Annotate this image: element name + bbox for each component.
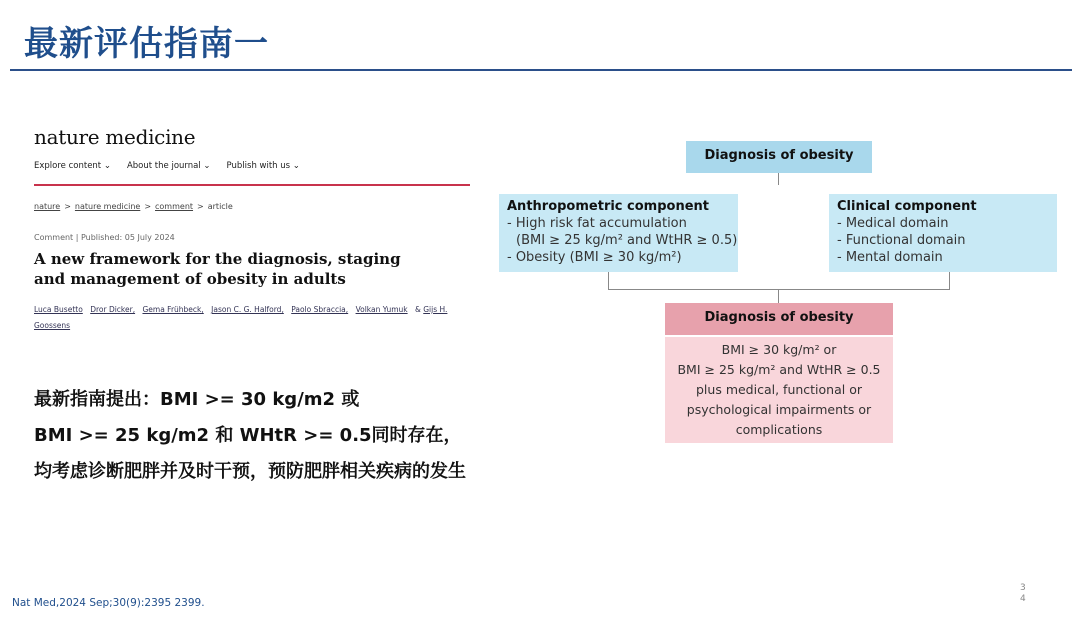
clinical-heading: Clinical component [837,199,977,214]
author-link[interactable]: Jason C. G. Halford, [211,305,284,314]
anthropometric-box [499,194,738,272]
journal-nav [34,161,474,171]
result-line: complications [735,422,823,437]
breadcrumb-article: article [207,202,233,211]
diagnosis-header-box: Diagnosis of obesity [686,141,872,173]
anthropometric-heading: Anthropometric component [507,199,710,214]
author-link[interactable]: Volkan Yumuk [355,305,408,314]
connector-to-result [778,289,779,303]
clinical-item: - Mental domain [837,250,943,265]
connector-top-to-row [778,173,779,185]
title-divider [10,69,1072,71]
author-link[interactable]: Paolo Sbraccia, [291,305,349,314]
clinical-item: - Medical domain [837,216,949,231]
author-link[interactable]: Dror Dicker, [90,305,136,314]
citation: Nat Med,2024 Sep;30(9):2395 2399. [12,597,205,609]
article-meta: Comment | Published: 05 July 2024 [34,233,175,242]
breadcrumb [34,202,233,211]
page-number: 3 4 [1020,583,1026,604]
connector-right-down [949,272,950,289]
journal-screenshot [34,125,474,345]
connector-bottom-horizontal [608,289,950,290]
result-criteria-box [665,337,893,443]
nav-about-journal[interactable]: About the journal ⌄ [126,161,211,171]
breadcrumb-separator: > [64,202,71,211]
journal-brand: nature medicine [34,125,196,149]
article-headline: A new framework for the diagnosis, staging and management of obesity in adults [34,250,401,288]
result-line: BMI ≥ 30 kg/m² or [721,342,837,357]
summary-text [34,382,594,490]
author-list [34,302,469,334]
author-link[interactable]: Gema Frühbeck, [142,305,204,314]
summary-line: BMI >= 25 kg/m2 和 WHtR >= 0.5同时存在， [34,425,462,446]
result-header-box: Diagnosis of obesity [665,303,893,335]
breadcrumb-separator: > [197,202,204,211]
author-ampersand: & [415,305,421,314]
breadcrumb-nature[interactable]: nature [34,202,61,211]
breadcrumb-separator: > [144,202,152,211]
author-link[interactable]: Luca Busetto [34,305,83,314]
breadcrumb-nature-medicine[interactable]: nature medicine [74,202,141,211]
connector-left-down [608,272,609,289]
slide-title: 最新评估指南一 [24,24,269,64]
anthropometric-item: (BMI ≥ 25 kg/m² and WtHR ≥ 0.5) [516,233,738,248]
breadcrumb-comment[interactable]: comment [155,202,194,211]
author-link[interactable]: Gijs H. Goossens [34,305,448,330]
journal-nav-divider [34,184,470,186]
clinical-item: - Functional domain [837,233,966,248]
summary-line: 最新指南提出：BMI >= 30 kg/m2 或 [34,389,360,410]
summary-line: 均考虑诊断肥胖并及时干预，预防肥胖相关疾病的发生 [34,461,466,482]
anthropometric-item: - High risk fat accumulation [507,216,687,231]
nav-publish-with-us[interactable]: Publish with us ⌄ [226,161,300,171]
nav-explore-content[interactable]: Explore content ⌄ [34,161,111,171]
result-line: psychological impairments or [686,402,872,417]
anthropometric-item: - Obesity (BMI ≥ 30 kg/m²) [507,250,682,265]
result-line: BMI ≥ 25 kg/m² and WtHR ≥ 0.5 [677,362,881,377]
result-line: plus medical, functional or [696,382,862,397]
clinical-box [829,194,1057,272]
